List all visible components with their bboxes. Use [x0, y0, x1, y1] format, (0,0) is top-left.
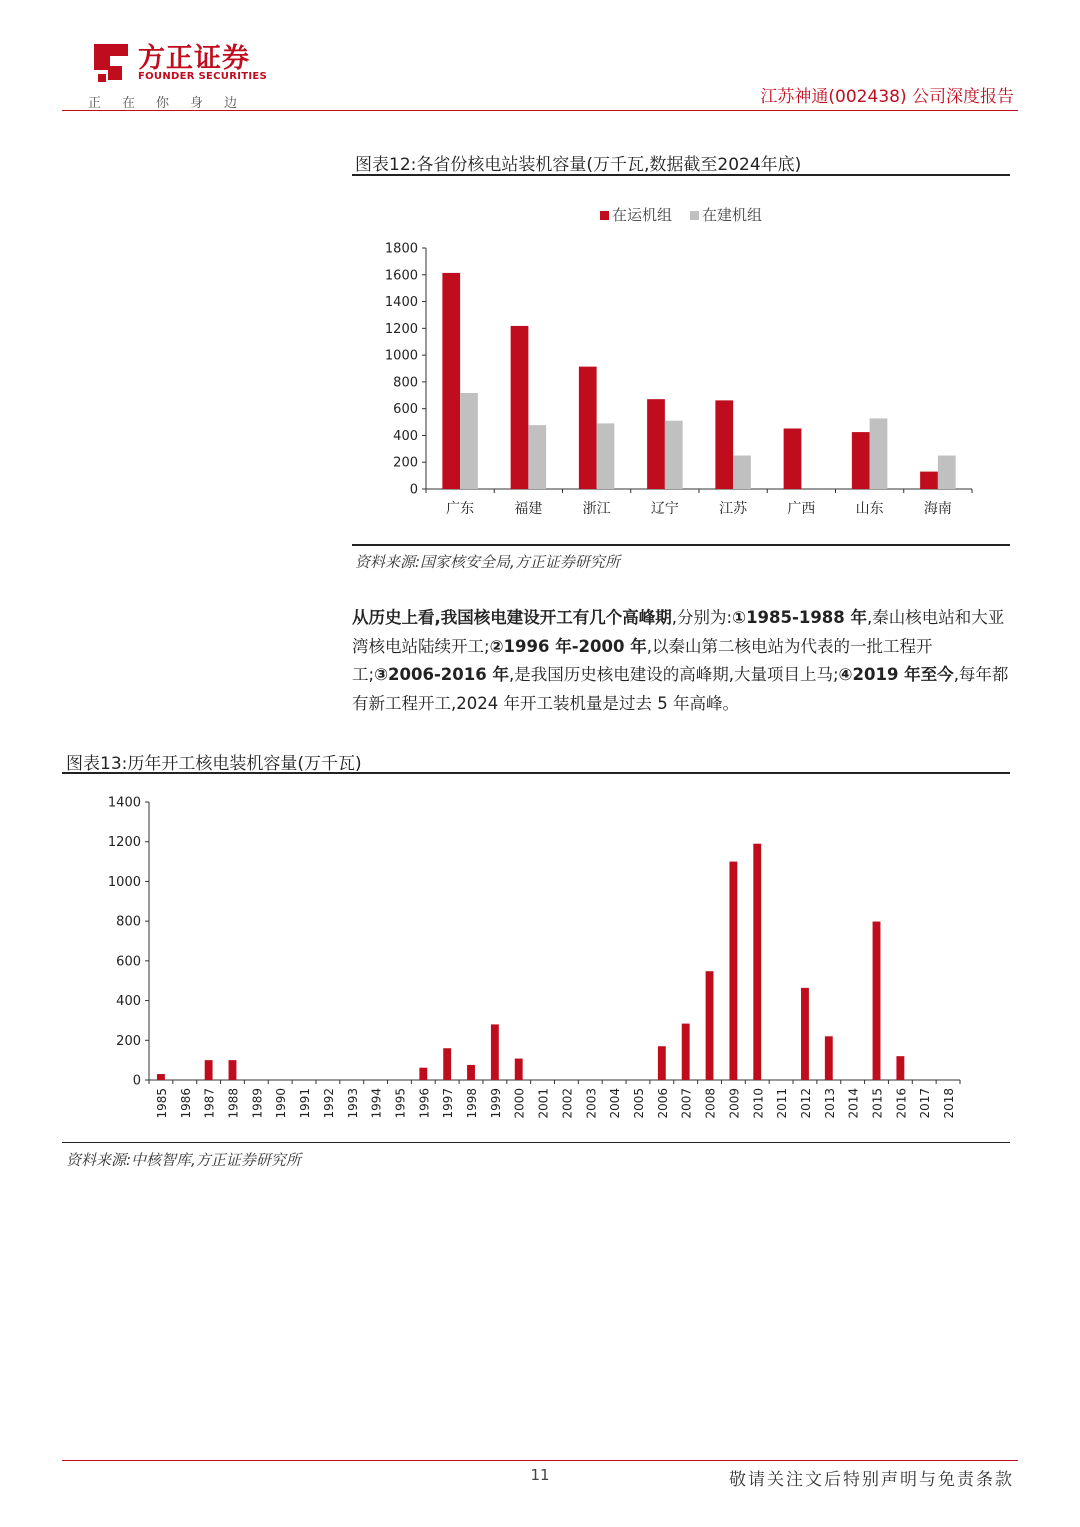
x-category-label: 辽宁 — [650, 501, 679, 517]
x-category-label: 2013 — [822, 1088, 837, 1119]
x-category-label: 1986 — [178, 1088, 193, 1119]
x-category-label: 浙江 — [582, 501, 611, 517]
bar-value-2007 — [682, 1024, 690, 1080]
y-tick-label: 1200 — [384, 321, 418, 337]
x-category-label: 2007 — [679, 1088, 694, 1119]
paragraph-period-3: ③2006-2016 年 — [374, 665, 509, 684]
x-category-label: 2009 — [727, 1088, 742, 1119]
bar-value-1988 — [229, 1060, 237, 1080]
bar-value-1987 — [205, 1060, 213, 1080]
x-category-label: 2004 — [608, 1088, 623, 1119]
x-category-label: 2012 — [798, 1088, 813, 1119]
figure12-title: 图表12:各省份核电站装机容量(万千瓦,数据截至2024年底) — [355, 155, 802, 175]
paragraph-text-4: ,是我国历史核电建设的高峰期,大量项目上马; — [508, 665, 839, 684]
bar-value-2015 — [873, 922, 881, 1080]
x-category-label: 1988 — [226, 1088, 241, 1119]
bar-series1-福建 — [528, 425, 546, 489]
body-paragraph — [352, 604, 1016, 718]
paragraph-text-2: ,秦山核电站和大亚湾核电站陆续开工; — [352, 608, 1005, 656]
y-tick-label: 0 — [132, 1073, 141, 1089]
bar-value-1997 — [443, 1048, 451, 1080]
figure12-chart — [352, 190, 1010, 535]
figure13-chart — [62, 785, 1010, 1135]
page-number: 11 — [530, 1466, 550, 1484]
bar-value-2000 — [515, 1059, 523, 1080]
bar-series0-广西 — [784, 428, 802, 489]
bar-series0-辽宁 — [647, 399, 665, 489]
report-title: 江苏神通(002438) 公司深度报告 — [760, 87, 1014, 107]
x-category-label: 1999 — [488, 1088, 503, 1119]
bar-value-2013 — [825, 1036, 833, 1080]
x-category-label: 2005 — [631, 1088, 646, 1119]
legend-label-1: 在建机组 — [702, 206, 763, 224]
figure12-bottom-rule — [352, 544, 1010, 546]
logo-slogan: 正在你身边 — [88, 96, 259, 111]
figure13-title: 图表13:历年开工核电装机容量(万千瓦) — [66, 754, 362, 774]
founder-logo-icon — [88, 40, 132, 84]
figure12-top-rule — [352, 174, 1010, 176]
x-category-label: 1990 — [274, 1088, 289, 1119]
bar-value-2006 — [658, 1046, 666, 1080]
x-category-label: 1993 — [345, 1088, 360, 1119]
x-category-label: 1994 — [369, 1088, 384, 1119]
x-category-label: 福建 — [514, 501, 543, 517]
bar-series1-山东 — [870, 418, 888, 489]
x-category-label: 1992 — [321, 1088, 336, 1119]
x-category-label: 2008 — [703, 1088, 718, 1119]
bar-series1-浙江 — [597, 423, 615, 489]
x-category-label: 2017 — [918, 1088, 933, 1119]
y-tick-label: 1400 — [107, 795, 141, 811]
x-category-label: 海南 — [923, 501, 952, 517]
y-tick-label: 1000 — [384, 348, 418, 364]
footer-divider — [62, 1460, 1018, 1461]
y-tick-label: 600 — [393, 402, 418, 418]
x-category-label: 1991 — [298, 1088, 313, 1119]
y-tick-label: 400 — [116, 994, 141, 1010]
header-divider — [62, 110, 1018, 111]
x-category-label: 山东 — [855, 501, 884, 517]
figure12-source: 资料来源:国家核安全局,方正证券研究所 — [355, 553, 620, 571]
x-category-label: 广西 — [787, 501, 816, 517]
x-category-label: 1989 — [250, 1088, 265, 1119]
x-category-label: 2018 — [942, 1088, 957, 1119]
y-tick-label: 1200 — [107, 835, 141, 851]
paragraph-lead: 从历史上看,我国核电建设开工有几个高峰期 — [352, 608, 672, 627]
y-tick-label: 0 — [409, 482, 418, 498]
figure13-source: 资料来源:中核智库,方正证券研究所 — [66, 1151, 301, 1169]
bar-value-1998 — [467, 1065, 475, 1080]
bar-series0-广东 — [442, 273, 460, 489]
paragraph-period-4: ④2019 年至今 — [838, 665, 954, 684]
bar-series1-江苏 — [733, 456, 751, 489]
x-category-label: 1996 — [417, 1088, 432, 1119]
bar-series0-福建 — [511, 326, 529, 489]
x-category-label: 2001 — [536, 1088, 551, 1119]
legend-swatch-0 — [600, 211, 609, 220]
paragraph-period-1: ①1985-1988 年 — [732, 608, 868, 627]
x-category-label: 2011 — [775, 1088, 790, 1119]
footer-disclaimer: 敬请关注文后特别声明与免责条款 — [729, 1470, 1014, 1490]
x-category-label: 1985 — [154, 1088, 169, 1119]
y-tick-label: 1600 — [384, 268, 418, 284]
bar-value-2009 — [729, 862, 737, 1080]
legend-label-0: 在运机组 — [612, 206, 673, 224]
x-category-label: 广东 — [446, 501, 475, 517]
bar-value-2008 — [706, 971, 714, 1080]
y-tick-label: 400 — [393, 428, 418, 444]
x-category-label: 2006 — [655, 1088, 670, 1119]
x-category-label: 江苏 — [719, 501, 748, 517]
figure13-top-rule — [62, 772, 1010, 774]
bar-series1-广东 — [460, 393, 478, 489]
bar-series0-浙江 — [579, 367, 597, 489]
y-tick-label: 200 — [116, 1033, 141, 1049]
logo-chinese-name: 方正证券 — [138, 43, 250, 74]
bar-series0-江苏 — [715, 400, 733, 489]
bar-value-1985 — [157, 1074, 165, 1080]
bar-value-1996 — [419, 1068, 427, 1080]
bar-value-2016 — [896, 1056, 904, 1080]
x-category-label: 2016 — [894, 1088, 909, 1119]
paragraph-text-1: ,分别为: — [671, 608, 733, 627]
bar-series0-山东 — [852, 432, 870, 489]
x-category-label: 1998 — [465, 1088, 480, 1119]
bar-value-1999 — [491, 1024, 499, 1080]
x-category-label: 1987 — [202, 1088, 217, 1119]
bar-series0-海南 — [920, 472, 938, 489]
x-category-label: 2010 — [751, 1088, 766, 1119]
bar-series1-辽宁 — [665, 421, 683, 489]
y-tick-label: 600 — [116, 954, 141, 970]
logo-english-name: FOUNDER SECURITIES — [138, 71, 268, 82]
x-category-label: 1997 — [441, 1088, 456, 1119]
figure13-bottom-rule — [62, 1142, 1010, 1143]
x-category-label: 1995 — [393, 1088, 408, 1119]
x-category-label: 2000 — [512, 1088, 527, 1119]
y-tick-label: 1800 — [384, 241, 418, 257]
bar-value-2012 — [801, 988, 809, 1080]
y-tick-label: 1000 — [107, 874, 141, 890]
bar-series1-海南 — [938, 456, 956, 489]
paragraph-text-5: ,每年都有新工程开工,2024 年开工装机量是过去 5 年高峰。 — [352, 665, 1009, 713]
x-category-label: 2014 — [846, 1088, 861, 1119]
y-tick-label: 800 — [116, 914, 141, 930]
y-tick-label: 200 — [393, 455, 418, 471]
paragraph-text-3: ,以秦山第二核电站为代表的一批工程开工; — [352, 636, 933, 684]
y-tick-label: 800 — [393, 375, 418, 391]
legend-swatch-1 — [690, 211, 699, 220]
x-category-label: 2003 — [584, 1088, 599, 1119]
bar-value-2010 — [753, 844, 761, 1080]
y-tick-label: 1400 — [384, 295, 418, 311]
x-category-label: 2015 — [870, 1088, 885, 1119]
x-category-label: 2002 — [560, 1088, 575, 1119]
paragraph-period-2: ②1996 年-2000 年 — [489, 636, 647, 656]
